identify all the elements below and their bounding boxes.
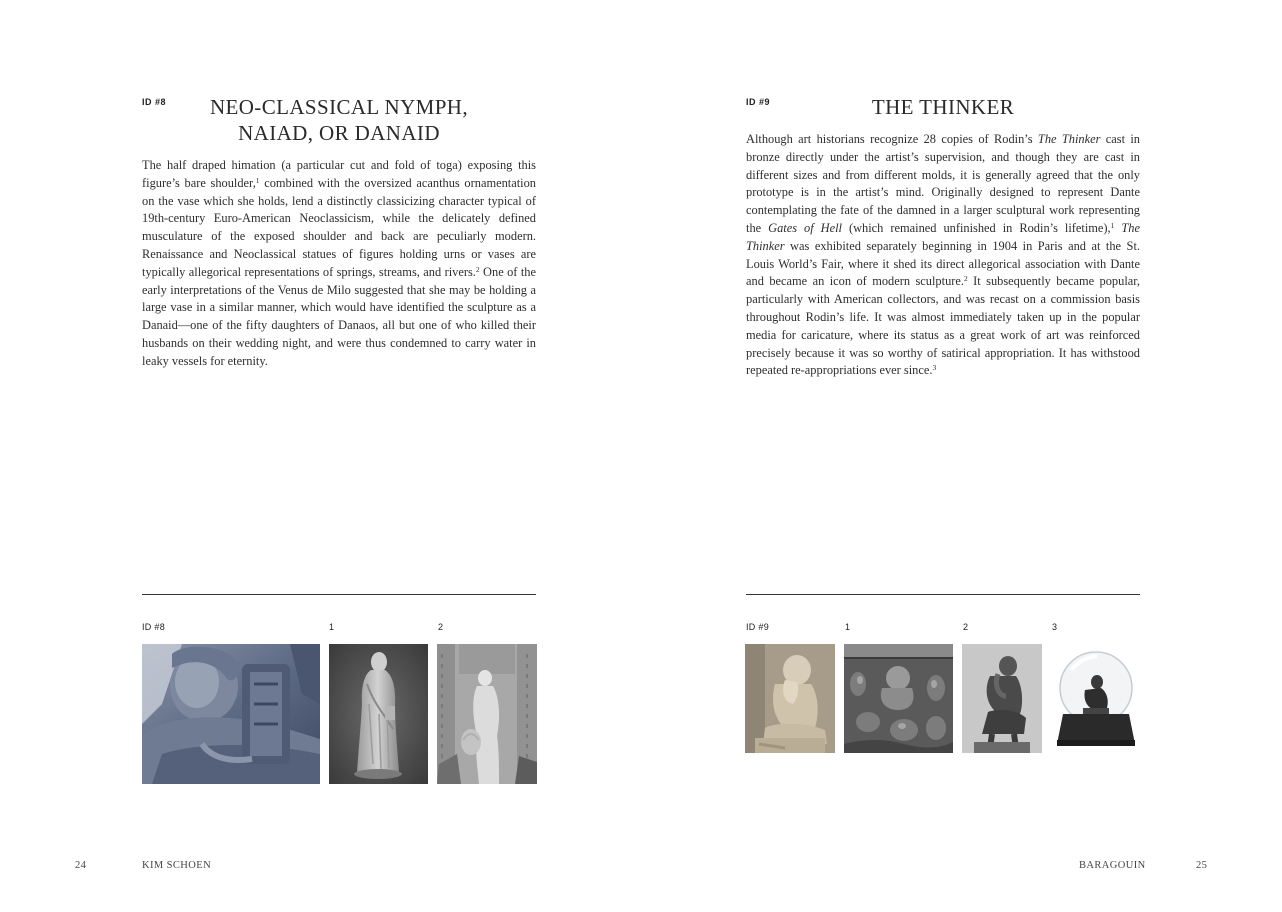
right-running-head: BARAGOUIN (1079, 860, 1146, 871)
right-text-run: It subsequently became popular, particularly with American collectors, and was recast on a commission basis throughout Rodin’s life. It was almost immediately taken up in the popular media for caricature, where its status as a great work of art was reinforced precisely because it was so worthy of satirical appropriation. It has withstood repeated re-appropriations ever since. (746, 274, 1140, 378)
right-text-run: was exhibited separately beginning in 1904 in Paris and at the St. Louis World’s Fair, where it shed its direct allegorical association with Dante and became an icon of modern sculpture. (746, 238, 1140, 289)
right-italic-title: The Thinker (746, 220, 1140, 253)
right-fig-main-label: ID #9 (746, 622, 770, 632)
right-figures-rule (746, 594, 1140, 595)
venus-vase-statue-photo (437, 644, 537, 784)
left-text-run: One of the early interpretations of the Venus de Milo suggested that she may be holding a large vase in a similar manner, which would have identified the sculpture as a Danaid—one of the fifty daughters of Danaos, all but one of who killed their husbands on their wedding night, and were thus condemned to carry water in leaky vessels for eternity. (142, 264, 536, 368)
left-fig1-label: 1 (329, 622, 335, 632)
right-text-run: (which remained unfinished in Rodin’s lifetime), (841, 220, 1111, 235)
left-fig-main-label: ID #8 (142, 622, 166, 632)
left-id-label: ID #8 (142, 97, 167, 107)
nymph-statue-photo (142, 644, 320, 784)
left-fig2-label: 2 (438, 622, 444, 632)
thinker-figurine-photo (745, 644, 835, 753)
right-fig2-label: 2 (963, 622, 969, 632)
right-text-run: cast in bronze directly under the artist’s supervision, and though they are cast in different sizes and from different molds, it is generally agreed that the only prototype is in the artist’s mind. Originally designed to represent Dante contemplating the fate of the damned in a larger sculptural work representing the (746, 132, 1141, 235)
left-text-run: combined with the oversized acanthus ornamentation on the vase which she holds, lend a distinctly classicizing character typical of 19th-century Euro-American Neoclassicism, while the delicately defined musculature of the exposed shoulder and back are peculiarly modern. Renaissance and Neoclassical statues of figures holding urns or vases are typically allegorical representations of springs, streams, and rivers. (142, 175, 536, 279)
right-body-paragraph (746, 131, 1140, 380)
right-text-run: Although art historians recognize 28 copies of Rodin’s (746, 132, 1038, 146)
left-page-number: 24 (75, 860, 87, 871)
left-running-head: KIM SCHOEN (142, 860, 212, 871)
bronze-thinker-photo (962, 644, 1042, 753)
left-figures-rule (142, 594, 536, 595)
gates-of-hell-relief-photo (844, 644, 953, 753)
footnote-marker: 1 (1110, 220, 1115, 230)
right-italic-title: Gates of Hell (768, 220, 842, 235)
right-italic-title: The Thinker (1037, 132, 1101, 146)
left-text-run: The half draped himation (a particular cut and fold of toga) exposing this figure’s bare shoulder, (142, 158, 536, 190)
right-fig3-label: 3 (1052, 622, 1058, 632)
footnote-marker: 2 (963, 274, 968, 284)
footnote-marker: 3 (932, 363, 937, 373)
left-title-line2: NAIAD, OR DANAID (238, 121, 440, 145)
right-page-title: THE THINKER (871, 95, 1015, 119)
draped-statue-photo (329, 644, 428, 784)
right-fig1-label: 1 (845, 622, 851, 632)
snow-globe-photo (1051, 644, 1141, 753)
right-id-label: ID #9 (746, 97, 771, 107)
left-body-paragraph (142, 157, 536, 371)
right-page-number: 25 (1196, 860, 1208, 871)
footnote-marker: 2 (475, 264, 480, 274)
left-page-title (180, 94, 498, 146)
footnote-marker: 1 (255, 175, 260, 185)
left-title-line1: NEO-CLASSICAL NYMPH, (209, 95, 469, 119)
